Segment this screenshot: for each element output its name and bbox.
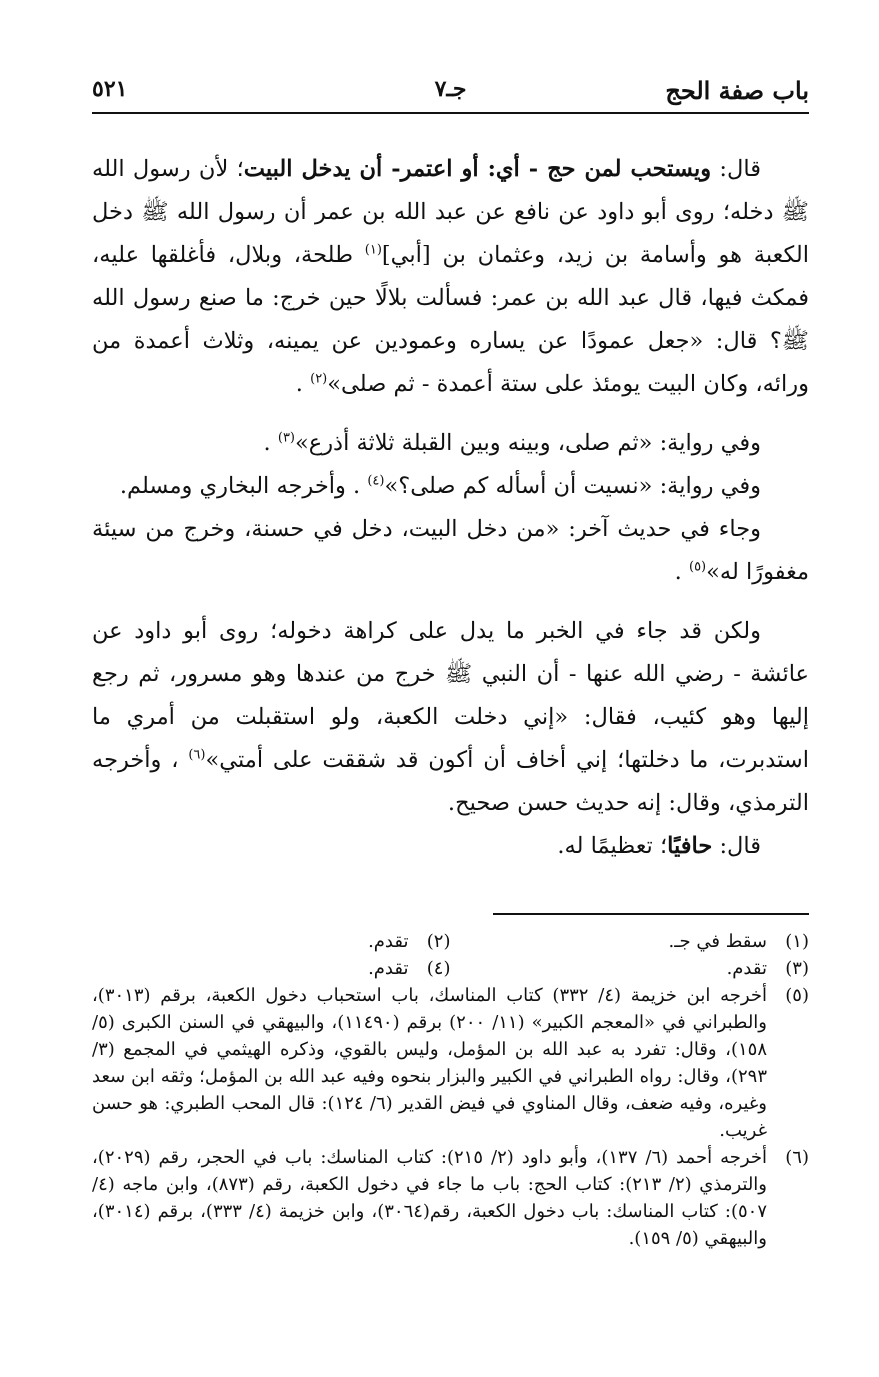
text-segment: ؛ تعظيمًا له.: [557, 833, 668, 859]
main-text: [92, 148, 809, 868]
text-segment: . وأخرجه البخاري ومسلم.: [119, 473, 368, 499]
footnote-ref[interactable]: (٥): [688, 559, 707, 575]
footnote-number: (٥): [785, 985, 809, 1006]
paragraph-1: [92, 148, 809, 406]
footnote-ref[interactable]: (٦): [188, 747, 206, 763]
footnote-number: (٢): [426, 931, 451, 952]
footnote-text: سقط في جـ.: [668, 931, 767, 952]
footnote-number: (٤): [426, 958, 451, 979]
footnote-6: [92, 1144, 809, 1252]
paragraph-5: [92, 610, 809, 825]
footnote-2: [92, 928, 451, 955]
text-segment: .: [295, 371, 311, 397]
footnote-text: تقدم.: [368, 958, 409, 979]
text-segment: ، وأخرجه الترمذي، وقال: إنه حديث حسن صحيح.: [92, 747, 809, 816]
footnote-divider: [493, 913, 809, 915]
page-header: [92, 72, 809, 114]
footnotes: [92, 928, 809, 1252]
text-segment: ولكن قد جاء في الخبر ما يدل على كراهة دخوله؛ روى أبو داود عن عائشة - رضي الله عنها - أن النبي ﷺ خرج من عندها وهو مسرور، ثم رجع إليها وهو كئيب، فقال: «إني دخلت الكعبة، ولو استقبلت من أمري ما استدبرت، ما دخلتها؛ إني أخاف أن أكون قد شققت على أمتي»: [92, 618, 809, 773]
footnote-5: [92, 982, 809, 1144]
footnote-row: [92, 955, 809, 982]
text-segment: قال:: [712, 833, 761, 859]
footnote-3: [451, 955, 810, 982]
paragraph-4: [92, 508, 809, 594]
footnote-ref[interactable]: (٤): [367, 473, 385, 489]
footnote-number: (١): [785, 931, 809, 952]
paragraph-6: [92, 825, 809, 868]
paragraph-2: [92, 422, 809, 465]
footnote-text: أخرجه أحمد (٦/ ١٣٧)، وأبو داود (٢/ ٢١٥): كتاب المناسك: باب في الحجر، رقم (٢٠٢٩)، والترمذي (٢/ ٢١٣): كتاب الحج: باب ما جاء في دخول الكعبة، رقم (٨٧٣)، وابن ماجه (٤/ ٥٠٧): كتاب المناسك: باب دخول الكعبة، رقم(٣٠٦٤)، وابن خزيمة (٤/ ٣٣٣)، برقم (٣٠١٤)، والبيهقي (٥/ ١٥٩).: [92, 1147, 767, 1249]
text-segment: .: [263, 430, 278, 456]
matn-bold: ويستحب لمن حج - أي: أو اعتمر- أن يدخل البيت: [243, 156, 712, 182]
footnote-ref[interactable]: (٢): [310, 371, 328, 387]
footnote-text: تقدم.: [368, 931, 409, 952]
footnote-text: تقدم.: [726, 958, 767, 979]
paragraph-3: [92, 465, 809, 508]
footnote-ref[interactable]: (١): [364, 242, 382, 258]
footnote-1: [451, 928, 810, 955]
footnote-text: أخرجه ابن خزيمة (٤/ ٣٣٢) كتاب المناسك، باب استحباب دخول الكعبة، برقم (٣٠١٣)، والطبراني في «المعجم الكبير» (١١/ ٢٠٠) برقم (١١٤٩٠)، والبيهقي في السنن الكبرى (٥/ ١٥٨)، وقال: تفرد به عبد الله بن المؤمل، وليس بالقوي، وذكره الهيثمي في المجمع (٣/ ٢٩٣)، وقال: رواه الطبراني في الكبير والبزار بنحوه وفيه عبد الله بن المؤمل؛ وثقه ابن سعد وغيره، وفيه ضعف، وقال المناوي في فيض القدير (٦/ ١٢٤): قال المحب الطبري: هو حسن غريب.: [92, 985, 767, 1141]
volume-label: جـ٧: [434, 76, 467, 102]
footnote-row: [92, 928, 809, 955]
text-segment: وفي رواية: «ثم صلى، وبينه وبين القبلة ثلاثة أذرع»: [295, 430, 761, 456]
footnote-number: (٣): [785, 958, 809, 979]
text-segment: طلحة، وبلال، فأغلقها عليه، فمكث فيها، قال عبد الله بن عمر: فسألت بلالًا حين خرج: ما صنع رسول الله ﷺ؟ قال: «جعل عمودًا عن يساره وعمودين عن يمينه، وثلاث أعمدة من ورائه، وكان البيت يومئذ على ستة أعمدة - ثم صلى»: [92, 242, 809, 397]
text-segment: وفي رواية: «نسيت أن أسأله كم صلى؟»: [384, 473, 761, 499]
matn-bold: حافيًا: [667, 833, 713, 859]
chapter-title: باب صفة الحج: [665, 76, 809, 105]
footnote-4: [92, 955, 451, 982]
page-number: ٥٢١: [92, 76, 128, 102]
text-segment: ؛ لأن رسول الله ﷺ دخله؛ روى أبو داود عن نافع عن عبد الله بن عمر أن رسول الله ﷺ دخل الكعبة هو وأسامة بن زيد، وعثمان بن [أبي]: [92, 156, 809, 268]
footnote-ref[interactable]: (٣): [277, 430, 295, 446]
text-segment: .: [674, 559, 689, 585]
footnote-number: (٦): [785, 1147, 809, 1168]
text-segment: وجاء في حديث آخر: «من دخل البيت، دخل في حسنة، وخرج من سيئة مغفورًا له»: [92, 516, 809, 585]
text-segment: قال:: [711, 156, 761, 182]
